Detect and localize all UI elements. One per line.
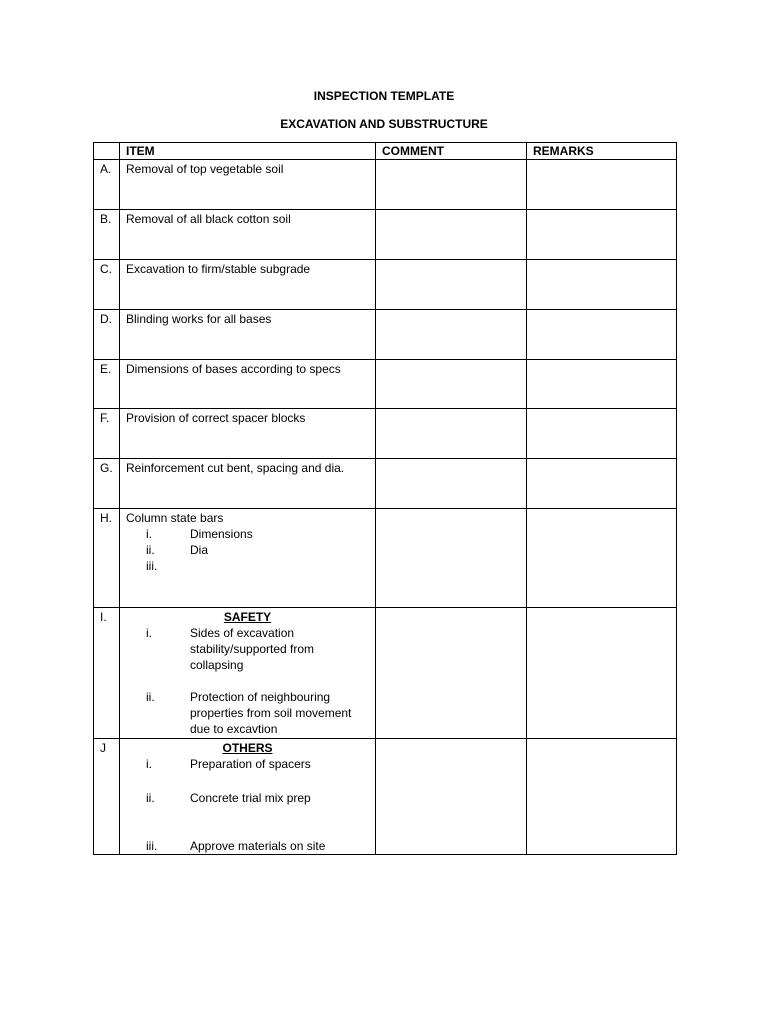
table-header-row	[94, 143, 677, 160]
row-comment-cell[interactable]	[376, 509, 527, 608]
table-row	[94, 210, 677, 260]
row-comment-cell[interactable]	[376, 160, 527, 210]
header-letter	[94, 143, 120, 160]
list-item-numeral: iii.	[146, 559, 158, 573]
table-row	[94, 509, 677, 608]
row-comment-cell[interactable]	[376, 739, 527, 855]
section-heading-others: OTHERS	[222, 741, 273, 755]
section-heading-safety: SAFETY	[223, 610, 272, 624]
list-item	[126, 756, 369, 772]
row-item: Excavation to firm/stable subgrade	[120, 260, 376, 310]
row-letter: H.	[94, 509, 120, 608]
list-item-text: Approve materials on site	[190, 839, 326, 853]
table-row	[94, 310, 677, 360]
list-item-numeral: ii.	[146, 690, 155, 704]
row-comment-cell[interactable]	[376, 360, 527, 409]
row-item: Removal of top vegetable soil	[120, 160, 376, 210]
row-comment-cell[interactable]	[376, 409, 527, 459]
list-item	[126, 689, 369, 737]
list-item-numeral: i.	[146, 757, 152, 771]
document-title: INSPECTION TEMPLATE	[313, 89, 455, 103]
list-item-text: Dia	[190, 543, 209, 557]
row-remarks-cell[interactable]	[527, 608, 677, 739]
table-row	[94, 409, 677, 459]
list-item	[126, 542, 369, 558]
row-remarks-cell[interactable]	[527, 310, 677, 360]
row-comment-cell[interactable]	[376, 310, 527, 360]
list-item	[126, 526, 369, 542]
header-remarks: REMARKS	[527, 143, 677, 160]
row-remarks-cell[interactable]	[527, 509, 677, 608]
table-row	[94, 260, 677, 310]
list-item-text: Sides of excavation stability/supported from collapsing	[190, 626, 315, 672]
row-letter: J	[94, 739, 120, 855]
list-item-numeral: i.	[146, 527, 152, 541]
row-remarks-cell[interactable]	[527, 160, 677, 210]
list-item-numeral: ii.	[146, 791, 155, 805]
header-item: ITEM	[120, 143, 376, 160]
row-item: Dimensions of bases according to specs	[120, 360, 376, 409]
row-letter: B.	[94, 210, 120, 260]
document-subtitle: EXCAVATION AND SUBSTRUCTURE	[280, 117, 488, 131]
row-remarks-cell[interactable]	[527, 739, 677, 855]
row-item: Reinforcement cut bent, spacing and dia.	[120, 459, 376, 509]
row-letter: D.	[94, 310, 120, 360]
list-item-numeral: ii.	[146, 543, 155, 557]
row-item	[120, 739, 376, 855]
list-item-text: Concrete trial mix prep	[190, 791, 311, 805]
row-letter: G.	[94, 459, 120, 509]
list-item-numeral: i.	[146, 626, 152, 640]
table-row	[94, 739, 677, 855]
row-remarks-cell[interactable]	[527, 260, 677, 310]
list-item	[126, 625, 369, 673]
table-row	[94, 360, 677, 409]
row-letter: C.	[94, 260, 120, 310]
table-row	[94, 459, 677, 509]
row-comment-cell[interactable]	[376, 260, 527, 310]
list-item	[126, 838, 369, 854]
header-comment: COMMENT	[376, 143, 527, 160]
table-row	[94, 160, 677, 210]
list-item-text: Preparation of spacers	[190, 757, 311, 771]
row-item: Removal of all black cotton soil	[120, 210, 376, 260]
list-item-numeral: iii.	[146, 839, 158, 853]
row-remarks-cell[interactable]	[527, 459, 677, 509]
row-letter: A.	[94, 160, 120, 210]
row-comment-cell[interactable]	[376, 210, 527, 260]
list-item	[126, 558, 369, 574]
row-comment-cell[interactable]	[376, 608, 527, 739]
row-item: Blinding works for all bases	[120, 310, 376, 360]
row-remarks-cell[interactable]	[527, 360, 677, 409]
row-letter: F.	[94, 409, 120, 459]
list-item	[126, 790, 369, 806]
row-item: Provision of correct spacer blocks	[120, 409, 376, 459]
list-item-text: Dimensions	[190, 527, 253, 541]
row-item	[120, 608, 376, 739]
table-row	[94, 608, 677, 739]
list-item-text: Protection of neighbouring properties from soil movement due to excavtion	[190, 690, 352, 736]
row-remarks-cell[interactable]	[527, 409, 677, 459]
row-item-label: Column state bars	[126, 511, 224, 525]
row-letter: I.	[94, 608, 120, 739]
row-item	[120, 509, 376, 608]
row-remarks-cell[interactable]	[527, 210, 677, 260]
inspection-table	[93, 142, 677, 855]
row-letter: E.	[94, 360, 120, 409]
row-comment-cell[interactable]	[376, 459, 527, 509]
